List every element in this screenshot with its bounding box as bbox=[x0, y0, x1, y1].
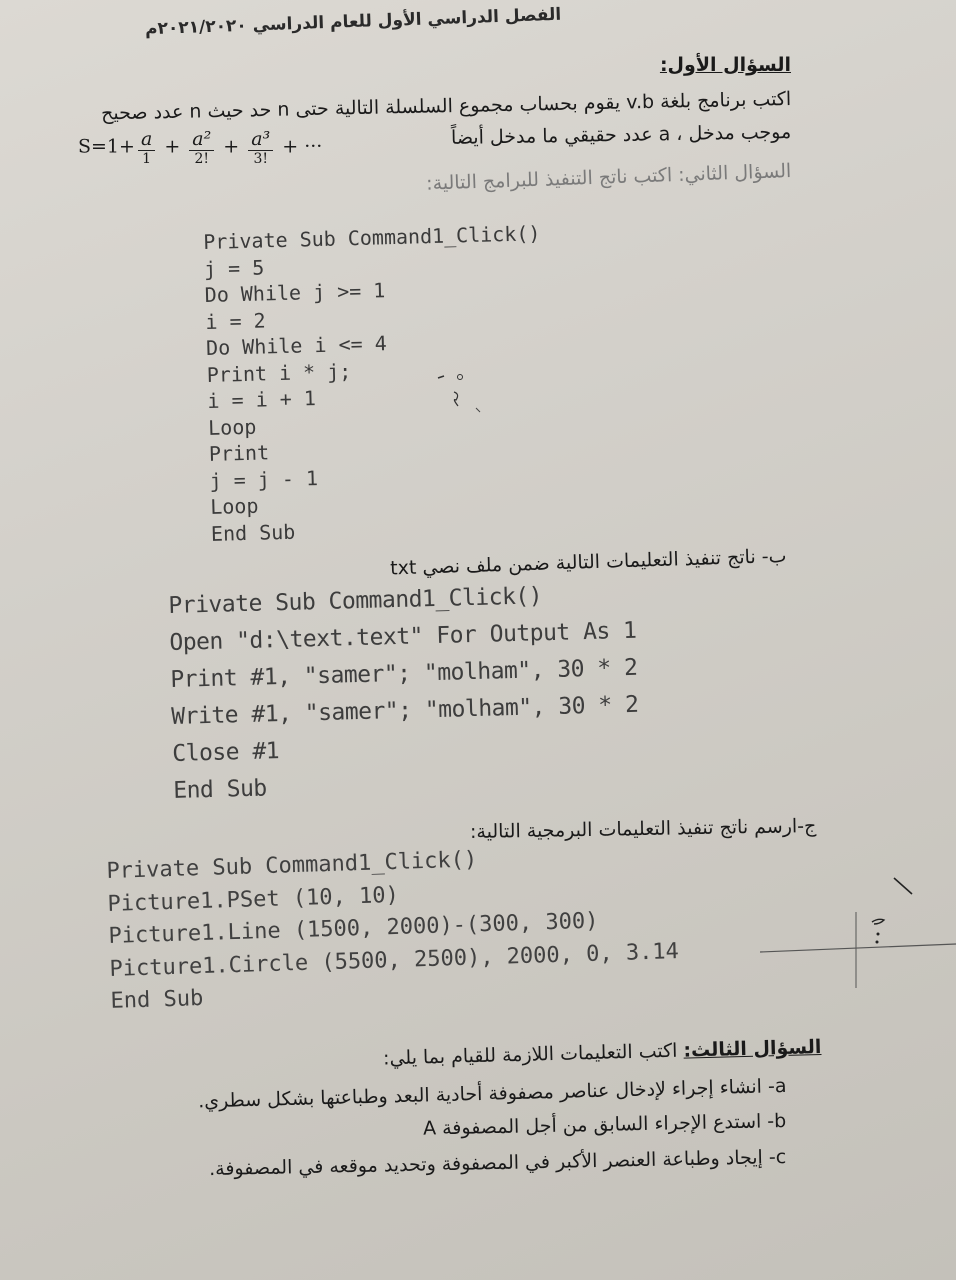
question-3-header bbox=[383, 1036, 822, 1069]
formula-plus-2: + bbox=[223, 135, 240, 158]
formula-term-1-den: 1 bbox=[142, 151, 152, 167]
code1-line: Print bbox=[208, 440, 270, 466]
question-1-text-line2: موجب مدخل ، a عدد حقيقي ما مدخل أيضاً bbox=[450, 121, 792, 149]
code2-line: Print #1, "samer"; "molham", 30 * 2 bbox=[170, 654, 638, 693]
code3-line: Picture1.Circle (5500, 2500), 2000, 0, 3.14 bbox=[109, 938, 680, 982]
code1-line: End Sub bbox=[210, 519, 296, 546]
formula-term-2-den: 2! bbox=[194, 151, 210, 167]
code1-line: j = 5 bbox=[203, 254, 265, 281]
question-3-title: السؤال الثالث: bbox=[682, 1036, 822, 1062]
formula-plus-1: + bbox=[164, 135, 181, 158]
code3-line: Picture1.Line (1500, 2000)-(300, 300) bbox=[108, 908, 599, 949]
code3-line: Private Sub Command1_Click() bbox=[106, 847, 478, 884]
question-3-item-b: b- استدع الإجراء السابق من أجل المصفوفة A bbox=[422, 1110, 787, 1140]
question-1-title: السؤال الأول: bbox=[659, 54, 791, 76]
question-1-text-line1: اكتب برنامج بلغة v.b يقوم بحساب مجموع السلسلة التالية حتى n حد حيث n عدد صحيح bbox=[100, 88, 792, 125]
code1-line: Do While j >= 1 bbox=[204, 278, 386, 307]
formula-term-1-num: a bbox=[138, 128, 155, 151]
code1-line: Loop bbox=[207, 414, 257, 440]
question-2-title: السؤال الثاني: اكتب ناتج التنفيذ للبرامج التالية: bbox=[425, 160, 792, 195]
code2-line: Write #1, "samer"; "molham", 30 * 2 bbox=[171, 691, 639, 730]
code1-line: Do While i <= 4 bbox=[205, 331, 387, 360]
code2-line: Close #1 bbox=[172, 738, 280, 767]
question-3-item-c: c- إيجاد وطباعة العنصر الأكبر في المصفوفة وتحديد موقعه في المصفوفة. bbox=[208, 1146, 787, 1181]
question-2-part-b: ب- ناتج تنفيذ التعليمات التالية ضمن ملف نصي txt bbox=[389, 545, 787, 580]
question-3-item-a: a- انشاء إجراء لإدخال عناصر مصفوفة أحادية البعد وطباعتها بشكل سطري. bbox=[197, 1075, 787, 1113]
pencil-sketch bbox=[760, 870, 956, 1000]
code1-line: i = 2 bbox=[205, 307, 266, 334]
formula-term-3-num: a³ bbox=[248, 128, 273, 151]
semester-header: الفصل الدراسي الأول للعام الدراسي ٢٠٢١/٢٠٢٠م bbox=[144, 4, 562, 40]
code2-line: End Sub bbox=[172, 775, 268, 804]
code2-line: Open "d:\text.text" For Output As 1 bbox=[169, 617, 637, 656]
formula-term-3 bbox=[248, 128, 273, 167]
formula-term-2-num: a² bbox=[189, 128, 214, 151]
code3-line: Picture1.PSet (10, 10) bbox=[107, 882, 400, 917]
code1-line: i = i + 1 bbox=[207, 386, 317, 413]
code1-line: Private Sub Command1_Click() bbox=[203, 221, 541, 254]
code3-line: End Sub bbox=[110, 986, 204, 1014]
code-block-2 bbox=[168, 576, 641, 810]
series-formula bbox=[78, 128, 322, 167]
code-block-1 bbox=[203, 220, 548, 547]
code2-line: Private Sub Command1_Click() bbox=[168, 583, 543, 619]
code1-line: j = j - 1 bbox=[209, 465, 319, 493]
formula-lhs: S=1+ bbox=[78, 135, 135, 158]
formula-term-2 bbox=[189, 128, 214, 167]
question-2-part-c: ج-ارسم ناتج تنفيذ التعليمات البرمجية التالية: bbox=[469, 815, 817, 844]
code1-line: Loop bbox=[209, 493, 259, 519]
question-3-intro: اكتب التعليمات اللازمة للقيام بما يلي: bbox=[382, 1039, 678, 1070]
code1-line: Print i * j; bbox=[206, 358, 352, 387]
formula-term-3-den: 3! bbox=[253, 151, 269, 167]
pencil-marks bbox=[436, 370, 496, 420]
formula-term-1 bbox=[138, 128, 155, 167]
formula-tail: + ··· bbox=[282, 135, 323, 158]
code-block-3 bbox=[106, 838, 680, 1018]
